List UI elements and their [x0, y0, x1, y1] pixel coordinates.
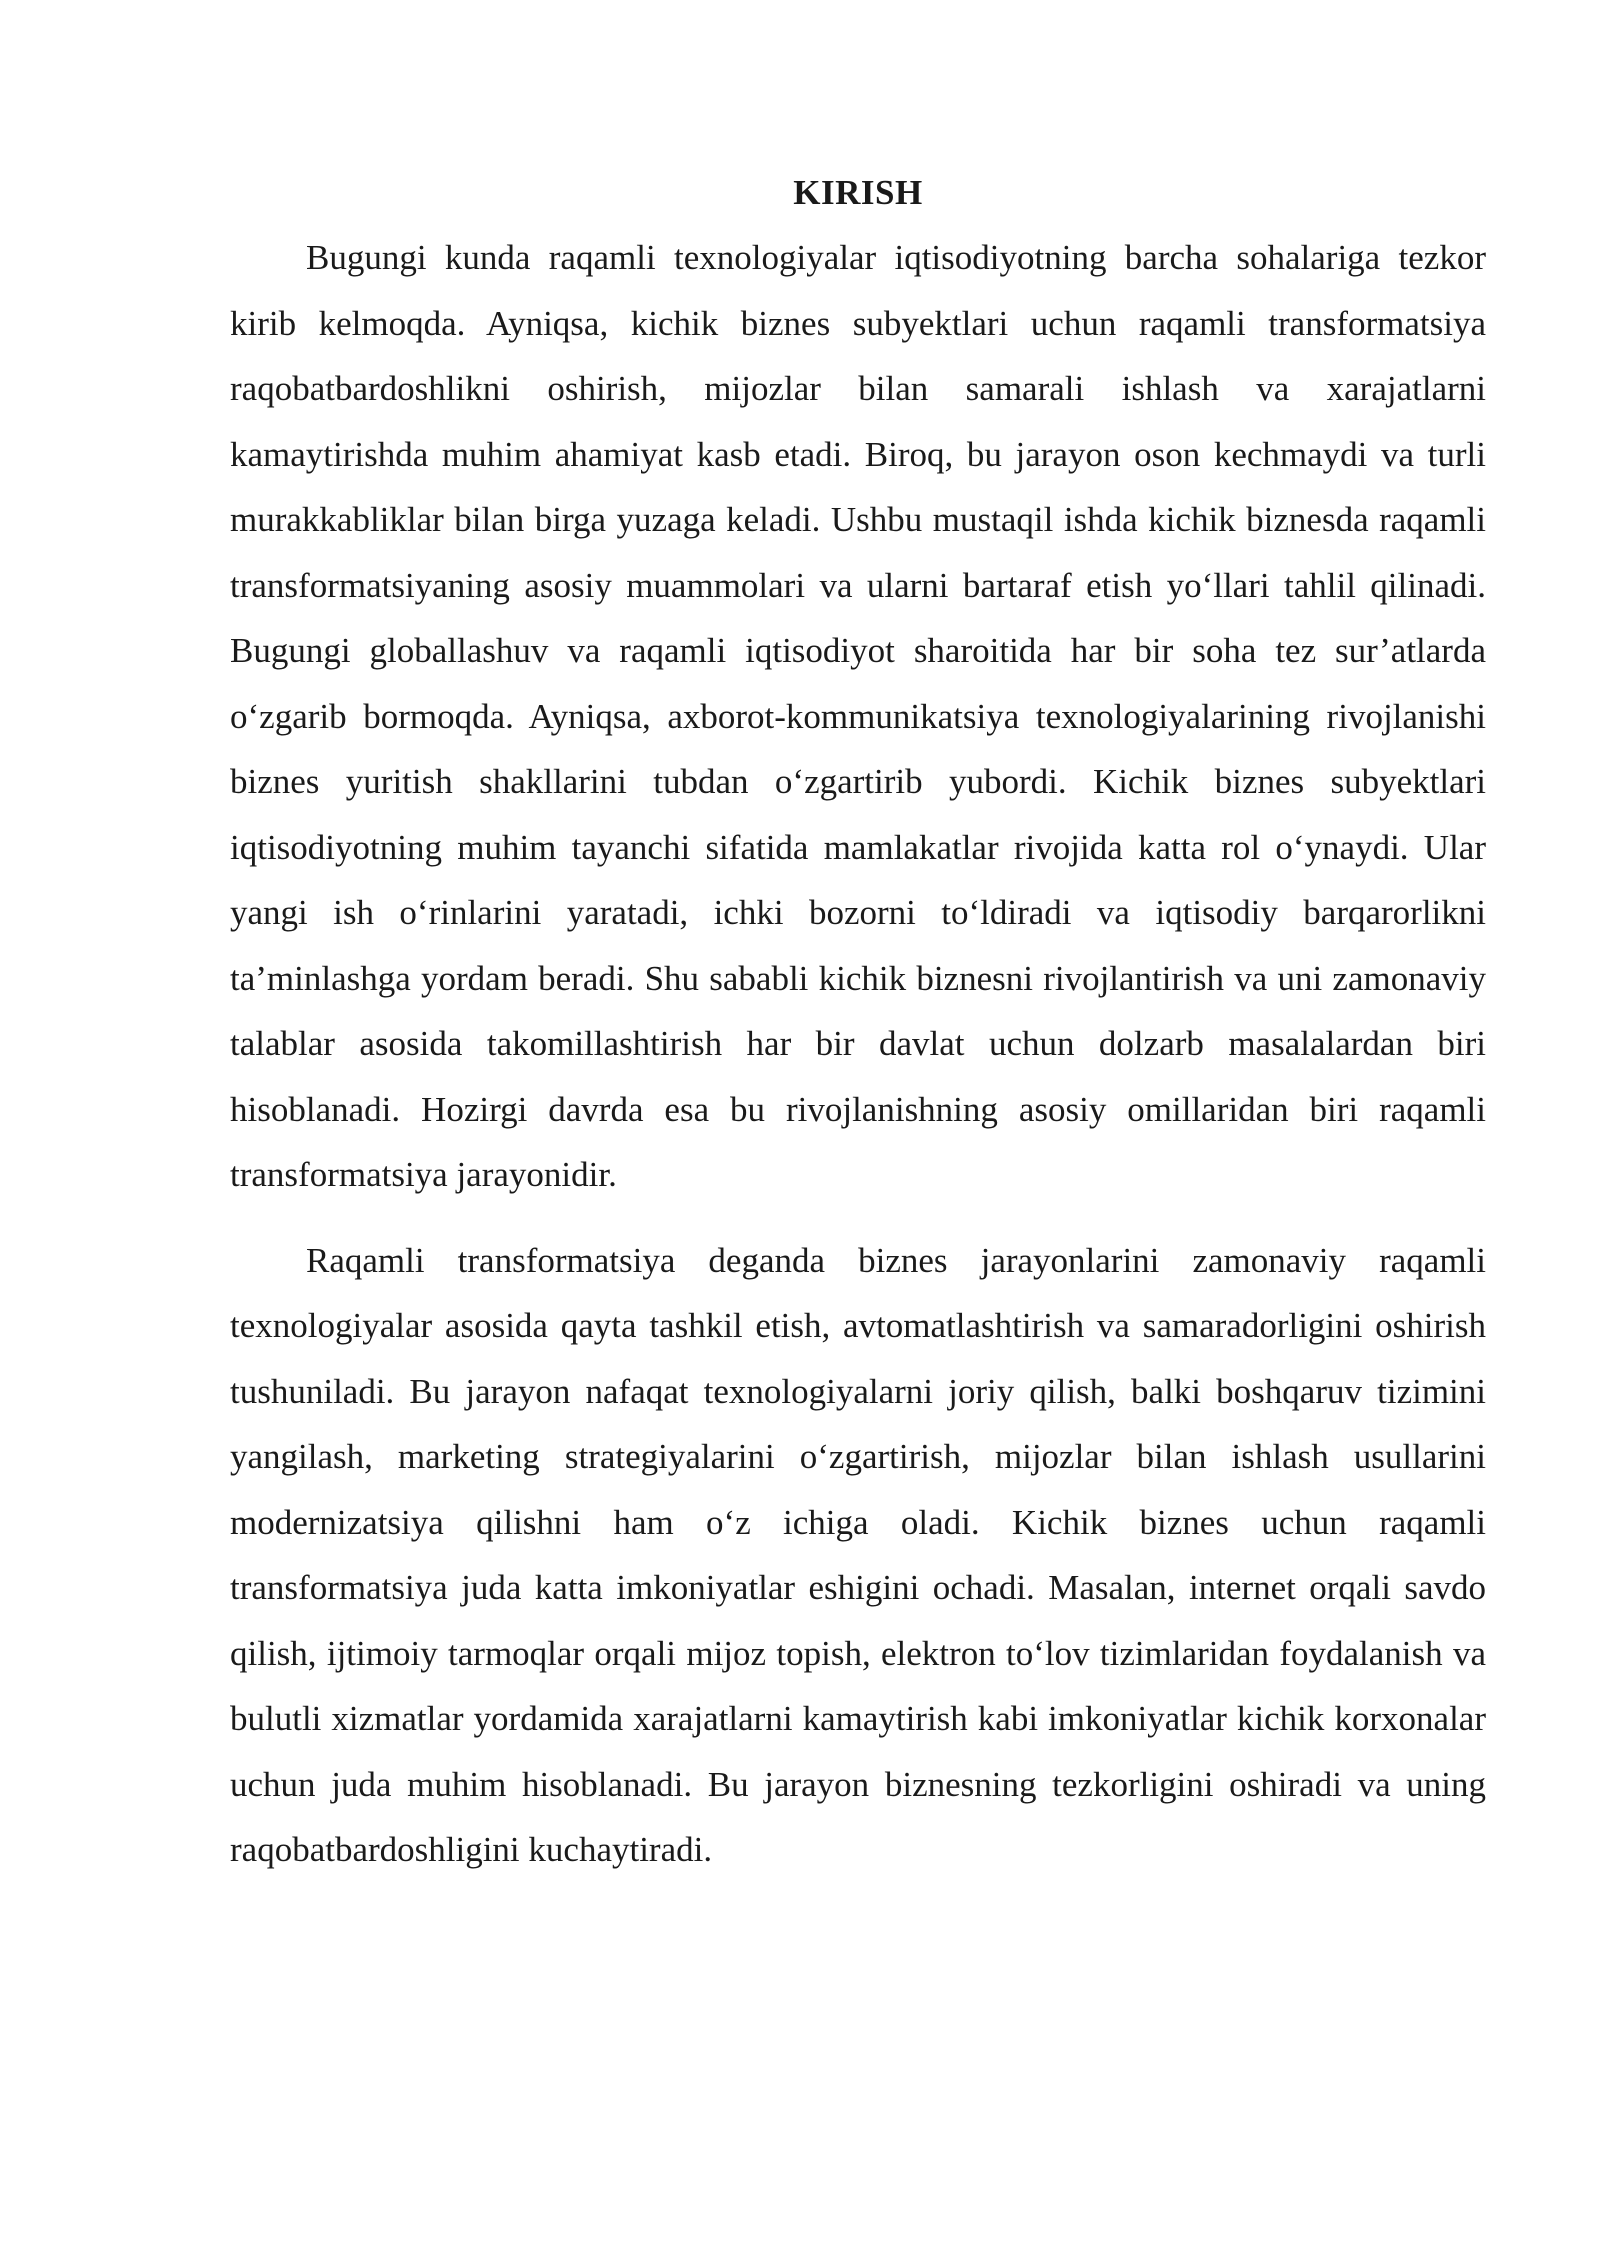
page-title: KIRISH [793, 173, 923, 212]
paragraph-2: Raqamli transformatsiya deganda biznes jarayonlarini zamonaviy raqamli texnologiyalar asosida qayta tashkil etish, avtomatlashtirish va samaradorligini oshirish tushuniladi. Bu jarayon nafaqat texnologiyalarni joriy qilish, balki boshqaruv tizimini yangilash, marketing strategiyalarini o‘zgartirish, mijozlar bilan ishlash usullarini modernizatsiya qilishni ham o‘z ichiga oladi. Kichik biznes uchun raqamli transformatsiya juda katta imkoniyatlar eshigini ochadi. Masalan, internet orqali savdo qilish, ijtimoiy tarmoqlar orqali mijoz topish, elektron to‘lov tizimlaridan foydalanish va bulutli xizmatlar yordamida xarajatlarni kamaytirish kabi imkoniyatlar kichik korxonalar uchun juda muhim hisoblanadi. Bu jarayon biznesning tezkorligini oshiradi va uning raqobatbardoshligini kuchaytiradi. [230, 1240, 1486, 1869]
document-body [230, 160, 1486, 1883]
paragraph-1: Bugungi kunda raqamli texnologiyalar iqtisodiyotning barcha sohalariga tezkor kirib kelmoqda. Ayniqsa, kichik biznes subyektlari uchun raqamli transformatsiya raqobatbardoshlikni oshirish, mijozlar bilan samarali ishlash va xarajatlarni kamaytirishda muhim ahamiyat kasb etadi. Biroq, bu jarayon oson kechmaydi va turli murakkabliklar bilan birga yuzaga keladi. Ushbu mustaqil ishda kichik biznesda raqamli transformatsiyaning asosiy muammolari va ularni bartaraf etish yo‘llari tahlil qilinadi. Bugungi globallashuv va raqamli iqtisodiyot sharoitida har bir soha tez sur’atlarda o‘zgarib bormoqda. Ayniqsa, axborot-kommunikatsiya texnologiyalarining rivojlanishi biznes yuritish shakllarini tubdan o‘zgartirib yubordi. Kichik biznes subyektlari iqtisodiyotning muhim tayanchi sifatida mamlakatlar rivojida katta rol o‘ynaydi. Ular yangi ish o‘rinlarini yaratadi, ichki bozorni to‘ldiradi va iqtisodiy barqarorlikni ta’minlashga yordam beradi. Shu sababli kichik biznesni rivojlantirish va uni zamonaviy talablar asosida takomillashtirish har bir davlat uchun dolzarb masalalardan biri hisoblanadi. Hozirgi davrda esa bu rivojlanishning asosiy omillaridan biri raqamli transformatsiya jarayonidir. [230, 238, 1486, 1194]
